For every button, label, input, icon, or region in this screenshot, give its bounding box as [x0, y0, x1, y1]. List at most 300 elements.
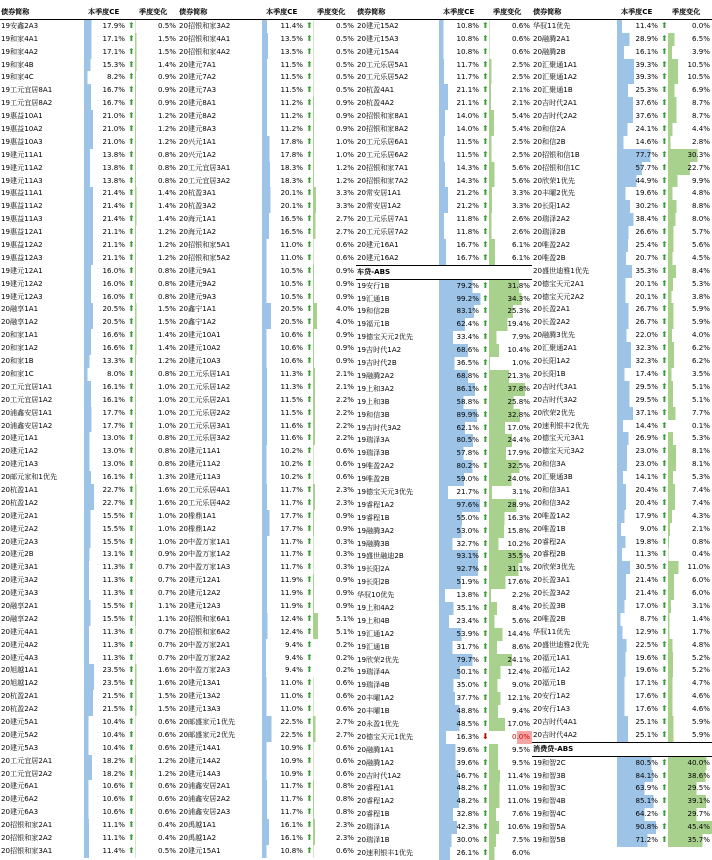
bond-name: 20工元宜居2A2 [1, 768, 53, 778]
up-arrow-icon: ⬆ [128, 162, 135, 172]
change-value: 0.5% [313, 71, 356, 84]
change-value: 6.2% [668, 355, 712, 368]
change-value: 0.5% [313, 33, 356, 46]
table-row [178, 806, 356, 819]
bond-name: 20建元11A2 [179, 459, 221, 469]
ce-value: 11.7% [262, 793, 305, 806]
up-arrow-icon: ⬆ [661, 188, 668, 198]
bond-name: 20招银和家2A1 [1, 820, 53, 830]
bond-name: 20中盈万家2A1 [179, 639, 231, 649]
bond-name: 19和家4A2 [1, 46, 39, 56]
change-value: 0.9% [313, 523, 356, 536]
up-arrow-icon: ⬆ [306, 613, 313, 623]
change-value: 4.6% [668, 703, 712, 716]
table-row [0, 716, 178, 729]
table-row [0, 600, 178, 613]
ce-value: 29.5% [617, 394, 660, 407]
change-value: 0.5% [313, 84, 356, 97]
up-arrow-icon: ⬆ [661, 783, 668, 793]
section-header [356, 265, 532, 280]
change-value: 0.7% [135, 574, 178, 587]
up-arrow-icon: ⬆ [128, 794, 135, 804]
ce-value: 17.9% [84, 20, 127, 33]
table-row [0, 162, 178, 175]
up-arrow-icon: ⬆ [306, 111, 313, 121]
change-value: 12.1% [489, 692, 532, 705]
up-arrow-icon: ⬆ [306, 136, 313, 146]
up-arrow-icon: ⬆ [482, 98, 489, 108]
ce-value: 11.3% [617, 548, 660, 561]
up-arrow-icon: ⬆ [661, 368, 668, 378]
bond-name: 19上和3A2 [357, 383, 395, 393]
ce-value: 57.7% [617, 162, 660, 175]
up-arrow-icon: ⬆ [661, 265, 668, 275]
table-row [532, 175, 712, 188]
table-row [532, 782, 712, 795]
table-row [178, 303, 356, 316]
table-row [178, 316, 356, 329]
up-arrow-icon: ⬆ [306, 265, 313, 275]
ce-value: 26.6% [617, 226, 660, 239]
table-row [0, 291, 178, 304]
ce-value: 21.4% [617, 587, 660, 600]
ce-value: 44.9% [617, 175, 660, 188]
ce-value: 37.7% [439, 692, 481, 705]
ce-value: 25.4% [617, 239, 660, 252]
bond-name: 20建元16A1 [357, 240, 399, 250]
up-arrow-icon: ⬆ [482, 577, 489, 587]
ce-value: 37.6% [617, 97, 660, 110]
ce-value: 13.1% [84, 548, 127, 561]
up-arrow-icon: ⬆ [661, 72, 668, 82]
up-arrow-icon: ⬆ [128, 291, 135, 301]
change-value: 0.8% [135, 445, 178, 458]
table-row [0, 523, 178, 536]
change-value: 1.1% [135, 600, 178, 613]
change-value: 1.4% [135, 59, 178, 72]
ce-value: 9.4% [262, 652, 305, 665]
up-arrow-icon: ⬆ [128, 368, 135, 378]
change-value: 5.6% [489, 162, 532, 175]
ce-value: 16.0% [84, 265, 127, 278]
ce-value: 21.2% [439, 200, 481, 213]
bond-name: 20旭越1A1 [1, 665, 39, 675]
table-row [0, 265, 178, 278]
ce-value: 22.5% [617, 639, 660, 652]
up-arrow-icon: ⬆ [482, 461, 489, 471]
table-row [532, 703, 712, 716]
change-value: 29.7% [668, 808, 712, 821]
bond-name: 19长阳2A [357, 564, 390, 574]
up-arrow-icon: ⬆ [661, 240, 668, 250]
change-value: 1.4% [135, 200, 178, 213]
change-value: 0.9% [313, 510, 356, 523]
bond-name: 20唯盈2B [533, 252, 566, 262]
change-value: 0.7% [135, 639, 178, 652]
ce-value: 17.0% [617, 600, 660, 613]
table-row [356, 175, 532, 188]
change-value: 6.2% [668, 342, 712, 355]
ce-value: 30.0% [439, 834, 481, 847]
bond-name: 20建元1A1 [1, 433, 39, 443]
table-row [532, 329, 712, 342]
change-value: 8.6% [489, 641, 532, 654]
bond-name: 20建元11A3 [179, 472, 221, 482]
up-arrow-icon: ⬆ [128, 678, 135, 688]
ce-value: 16.7% [84, 97, 127, 110]
up-arrow-icon: ⬆ [128, 613, 135, 623]
change-value: 1.6% [135, 497, 178, 510]
up-arrow-icon: ⬆ [482, 370, 489, 380]
up-arrow-icon: ⬆ [482, 345, 489, 355]
ce-value: 71.2% [617, 834, 660, 847]
ce-value: 10.9% [262, 768, 305, 781]
ce-value: 15.5% [84, 536, 127, 549]
table-row [0, 136, 178, 149]
up-arrow-icon: ⬆ [306, 588, 313, 598]
table-row [532, 770, 712, 783]
up-arrow-icon: ⬆ [661, 510, 668, 520]
ce-value: 11.7% [262, 536, 305, 549]
bond-name: 20杭盈1A2 [1, 497, 39, 507]
ce-value: 11.6% [262, 432, 305, 445]
header-name: 债券简称 [179, 7, 208, 16]
table-row [178, 574, 356, 587]
ce-value: 20.4% [617, 484, 660, 497]
ce-value: 26.7% [617, 316, 660, 329]
change-value: 5.2% [668, 664, 712, 677]
up-arrow-icon: ⬆ [128, 381, 135, 391]
table-row [356, 525, 532, 538]
bond-name: 20浦鑫安居2A1 [179, 781, 231, 791]
change-value: 0.2% [313, 652, 356, 665]
change-value: 2.1% [313, 368, 356, 381]
table-row [532, 46, 712, 59]
table-row [0, 626, 178, 639]
table-row [0, 200, 178, 213]
bond-name: 20招银和家3A2 [179, 20, 231, 30]
table-header [356, 6, 532, 20]
table-row [532, 523, 712, 536]
ce-value: 17.1% [84, 46, 127, 59]
change-value: 1.0% [135, 510, 178, 523]
bond-name: 20建元3A2 [1, 575, 39, 585]
table-row [356, 318, 532, 331]
table-row [356, 187, 532, 200]
bond-name: 20德宝天元2A2 [533, 291, 585, 301]
table-row [356, 692, 532, 705]
up-arrow-icon: ⬆ [128, 33, 135, 43]
ce-value: 16.7% [439, 239, 481, 252]
table-row [356, 486, 532, 499]
bond-name: 20建元8A2 [179, 111, 217, 121]
change-value: 0.5% [313, 59, 356, 72]
change-value: 1.1% [135, 613, 178, 626]
ce-value: 29.5% [617, 381, 660, 394]
table-row [532, 278, 712, 291]
bond-name: 20和家1A1 [1, 330, 39, 340]
up-arrow-icon: ⬆ [306, 33, 313, 43]
change-value: 3.3% [489, 187, 532, 200]
ce-value: 11.2% [262, 97, 305, 110]
ce-value: 39.3% [617, 59, 660, 72]
bond-name: 20招银和家4A1 [179, 33, 231, 43]
ce-value: 10.6% [84, 780, 127, 793]
table-row [178, 407, 356, 420]
up-arrow-icon: ⬆ [128, 626, 135, 636]
change-value: 2.5% [489, 59, 532, 72]
ce-value: 17.7% [84, 407, 127, 420]
up-arrow-icon: ⬆ [661, 162, 668, 172]
table-row [178, 755, 356, 768]
bond-name: 20欣荣1优先 [533, 175, 575, 185]
bond-name: 20汇聚通1B [533, 85, 573, 95]
bond-name: 19和智2C [533, 757, 566, 767]
bond-name: 20浦鑫安居1A1 [1, 407, 53, 417]
up-arrow-icon: ⬆ [128, 433, 135, 443]
up-arrow-icon: ⬆ [661, 136, 668, 146]
ce-value: 21.1% [439, 97, 481, 110]
table-row [532, 420, 712, 433]
table-row [532, 239, 712, 252]
ce-value: 86.1% [439, 383, 481, 396]
ce-value: 10.5% [262, 278, 305, 291]
ce-value: 16.6% [84, 329, 127, 342]
ce-value: 11.5% [262, 394, 305, 407]
up-arrow-icon: ⬆ [128, 188, 135, 198]
up-arrow-icon: ⬆ [306, 755, 313, 765]
up-arrow-icon: ⬆ [128, 98, 135, 108]
up-arrow-icon: ⬆ [482, 201, 489, 211]
bond-name: 19欣荣2优先 [357, 654, 399, 664]
up-arrow-icon: ⬆ [661, 33, 668, 43]
table-row [356, 252, 532, 265]
bond-name: 20汇聚通1A2 [533, 72, 578, 82]
ce-value: 16.1% [84, 381, 127, 394]
bond-name: 19惠益12A1 [1, 227, 43, 237]
table-row [0, 175, 178, 188]
table-row [178, 677, 356, 690]
bond-name: 20工元宜居1A1 [1, 381, 53, 391]
bond-name: 20建元10A3 [179, 356, 221, 366]
bond-name: 19睿程1A2 [357, 499, 395, 509]
up-arrow-icon: ⬆ [128, 227, 135, 237]
table-row [0, 742, 178, 755]
ce-value: 20.1% [262, 187, 305, 200]
ce-value: 30.2% [617, 200, 660, 213]
ce-value: 22.7% [84, 484, 127, 497]
table-row [0, 213, 178, 226]
table-row [0, 187, 178, 200]
table-row [178, 445, 356, 458]
up-arrow-icon: ⬆ [482, 136, 489, 146]
change-value: 0.8% [313, 793, 356, 806]
ce-value: 25.1% [617, 716, 660, 729]
ce-value: 11.1% [84, 832, 127, 845]
table-row [178, 329, 356, 342]
table-row [356, 331, 532, 344]
table-row [356, 357, 532, 370]
header-ce: 本季度CE [88, 7, 120, 16]
up-arrow-icon: ⬆ [661, 175, 668, 185]
table-row [356, 589, 532, 602]
ce-value: 10.6% [262, 342, 305, 355]
change-value: 5.6% [668, 239, 712, 252]
table-row [0, 149, 178, 162]
up-arrow-icon: ⬆ [306, 536, 313, 546]
up-arrow-icon: ⬆ [482, 835, 489, 844]
table-row [532, 355, 712, 368]
ce-value: 42.3% [439, 821, 481, 834]
bond-name: 20唯盈1A2 [533, 510, 571, 520]
ce-value: 18.3% [262, 175, 305, 188]
change-value: 0.9% [135, 71, 178, 84]
table-row [178, 213, 356, 226]
table-row [356, 821, 532, 834]
up-arrow-icon: ⬆ [306, 20, 313, 30]
bond-name: 20吉时代3A2 [533, 394, 578, 404]
bond-name: 20唯盈2B [533, 613, 566, 623]
change-value: 1.2% [135, 252, 178, 265]
up-arrow-icon: ⬆ [482, 162, 489, 172]
up-arrow-icon: ⬆ [128, 175, 135, 185]
table-row [178, 613, 356, 626]
bond-name: 20建元15A3 [357, 33, 399, 43]
bond-name: 19吉时代3A2 [357, 422, 402, 432]
bond-name: 20和信2B [533, 136, 566, 146]
up-arrow-icon: ⬆ [128, 343, 135, 353]
bond-name: 华驭11优先 [533, 20, 571, 30]
section-title: 车贷-ABS [357, 266, 391, 276]
bond-name: 20吉时代3A1 [533, 381, 578, 391]
up-arrow-icon: ⬆ [482, 280, 489, 290]
up-arrow-icon: ⬆ [306, 214, 313, 224]
change-value: 0.6% [313, 690, 356, 703]
header-name: 债券简称 [533, 7, 562, 16]
ce-value: 22.5% [262, 716, 305, 729]
up-arrow-icon: ⬆ [482, 85, 489, 95]
change-value: 8.8% [668, 200, 712, 213]
ce-value: 23.5% [84, 677, 127, 690]
change-value: 0.9% [313, 278, 356, 291]
change-value: 0.9% [313, 600, 356, 613]
bond-name: 20永盈1优先 [357, 718, 399, 728]
bond-name: 20长阳1A2 [533, 356, 571, 366]
bond-name: 20建元5A2 [1, 729, 39, 739]
table-row [178, 123, 356, 136]
bond-name: 20海元1A2 [179, 227, 217, 237]
bond-name: 20德宝天元1优先 [357, 731, 414, 741]
change-value: 0.6% [489, 46, 532, 59]
change-value: 11.0% [489, 782, 532, 795]
change-value: 1.0% [313, 136, 356, 149]
up-arrow-icon: ⬆ [306, 820, 313, 830]
table-row [532, 187, 712, 200]
table-row [178, 536, 356, 549]
change-value: 0.4% [668, 548, 712, 561]
up-arrow-icon: ⬆ [128, 716, 135, 726]
bond-name: 20橡鼎1A1 [179, 510, 217, 520]
bond-name: 20中盈万家1A2 [179, 549, 231, 559]
ce-value: 46.7% [439, 770, 481, 783]
bond-name: 19和智3C [533, 783, 566, 793]
up-arrow-icon: ⬆ [128, 833, 135, 842]
change-value: 7.5% [489, 834, 532, 847]
table-row [0, 46, 178, 59]
ce-value: 10.6% [262, 355, 305, 368]
table-row [532, 664, 712, 677]
table-row [532, 97, 712, 110]
table-row [178, 458, 356, 471]
table-row [532, 316, 712, 329]
table-row [356, 84, 532, 97]
bond-name: 20吉时代2A2 [533, 111, 578, 121]
ce-value: 20.5% [262, 316, 305, 329]
bond-name: 19融腾2A2 [357, 370, 395, 380]
up-arrow-icon: ⬆ [306, 781, 313, 791]
bond-name: 19德宝天元3优先 [357, 486, 414, 496]
table-row [356, 512, 532, 525]
table-row [356, 795, 532, 808]
change-value: 0.9% [313, 587, 356, 600]
up-arrow-icon: ⬆ [482, 706, 489, 716]
change-value: 1.0% [489, 357, 532, 370]
bond-name: 20建元2A1 [1, 510, 39, 520]
up-arrow-icon: ⬆ [306, 59, 313, 69]
bond-name: 20杭盈3A1 [179, 188, 217, 198]
table-row [356, 731, 532, 744]
table-row [0, 97, 178, 110]
bond-name: 20招银和家5A1 [179, 240, 231, 250]
change-value: 35.7% [668, 834, 712, 847]
ce-value: 20.5% [84, 316, 127, 329]
change-value: 6.0% [668, 574, 712, 587]
up-arrow-icon: ⬆ [482, 757, 489, 767]
bond-name: 20盛世迪雅2优先 [533, 639, 590, 649]
ce-value: 21.1% [84, 252, 127, 265]
ce-value: 14.3% [439, 175, 481, 188]
change-value: 2.7% [313, 226, 356, 239]
bond-name: 19工元宜居8A1 [1, 85, 53, 95]
bond-name: 20杭盈3A2 [179, 201, 217, 211]
bond-name: 19瑞泽4B [357, 680, 390, 690]
table-row [0, 793, 178, 806]
ce-value: 53.9% [439, 628, 481, 641]
bond-name: 20和家1A2 [1, 343, 39, 353]
ce-value: 11.3% [84, 639, 127, 652]
table-row [0, 806, 178, 819]
ce-value: 10.8% [439, 33, 481, 46]
table-row [356, 20, 532, 33]
ce-value: 17.1% [84, 33, 127, 46]
table-row [532, 303, 712, 316]
change-value: 24.4% [489, 434, 532, 447]
bond-name: 19建元11A2 [1, 162, 43, 172]
change-value: 2.3% [313, 484, 356, 497]
up-arrow-icon: ⬆ [482, 33, 489, 43]
up-arrow-icon: ⬆ [306, 678, 313, 688]
change-value: 32.5% [489, 460, 532, 473]
bond-name: 19和家4B [1, 59, 34, 69]
up-arrow-icon: ⬆ [128, 330, 135, 340]
bond-name: 20长阳1B [533, 368, 566, 378]
table-row [178, 162, 356, 175]
bond-name: 20建元8A3 [179, 124, 217, 134]
ce-value: 39.6% [439, 744, 481, 757]
bond-name: 20建元12A3 [179, 600, 221, 610]
bond-name: 19建元11A1 [1, 149, 43, 159]
ce-value: 30.5% [617, 561, 660, 574]
